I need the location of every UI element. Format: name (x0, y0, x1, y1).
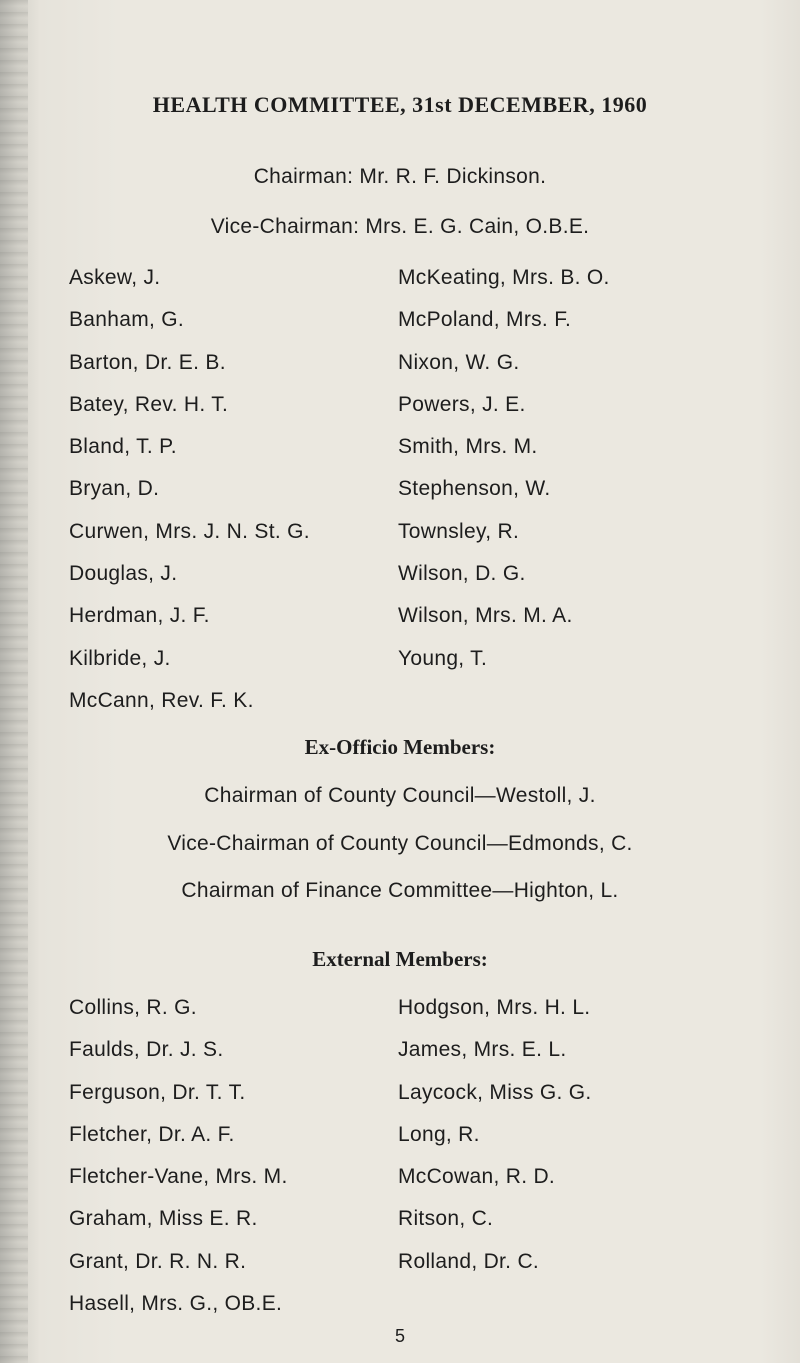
ex-officio-line: Chairman of County Council—Westoll, J. (204, 784, 596, 807)
external-member-name: Ferguson, Dr. T. T. (69, 1080, 246, 1104)
external-member-name: McCowan, R. D. (398, 1165, 556, 1189)
member-name: Bland, T. P. (69, 435, 177, 459)
member-name: Young, T. (398, 646, 488, 670)
vice-chairman-line: Vice-Chairman: Mrs. E. G. Cain, O.B.E. (210, 215, 590, 238)
page-title: HEALTH COMMITTEE, 31st DECEMBER, 1960 (152, 92, 648, 117)
member-name: Stephenson, W. (398, 477, 551, 501)
member-name: Curwen, Mrs. J. N. St. G. (69, 519, 310, 543)
external-member-name: Grant, Dr. R. N. R. (69, 1249, 247, 1273)
external-member-name: Rolland, Dr. C. (398, 1249, 540, 1273)
members-right-column (398, 257, 610, 680)
external-members-heading: External Members: (312, 947, 488, 971)
external-member-name: Collins, R. G. (69, 996, 197, 1019)
member-name: McPoland, Mrs. F. (398, 308, 572, 332)
external-member-name: Hasell, Mrs. G., OB.E. (69, 1292, 283, 1316)
member-name: Barton, Dr. E. B. (69, 350, 226, 374)
member-name: Batey, Rev. H. T. (69, 392, 229, 416)
member-name: Townsley, R. (398, 519, 520, 543)
member-name: Nixon, W. G. (398, 350, 520, 374)
chairman-line: Chairman: Mr. R. F. Dickinson. (253, 165, 547, 188)
page-number: 5 (394, 1326, 405, 1346)
external-member-name: Graham, Miss E. R. (69, 1207, 258, 1231)
external-member-name: Long, R. (398, 1122, 480, 1146)
ex-officio-line: Chairman of Finance Committee—Highton, L. (181, 879, 619, 902)
external-member-name: James, Mrs. E. L. (398, 1038, 567, 1062)
member-name: McKeating, Mrs. B. O. (398, 266, 610, 289)
member-name: Bryan, D. (69, 477, 160, 501)
member-name: Smith, Mrs. M. (398, 435, 538, 459)
member-name: Wilson, D. G. (398, 562, 526, 586)
members-left-column (69, 257, 310, 722)
external-member-name: Laycock, Miss G. G. (398, 1080, 592, 1104)
external-member-name: Hodgson, Mrs. H. L. (398, 996, 591, 1019)
member-name: McCann, Rev. F. K. (69, 688, 254, 712)
page-binding-edge (0, 0, 28, 1363)
member-name: Askew, J. (69, 266, 161, 289)
external-left-column (69, 987, 288, 1325)
member-name: Banham, G. (69, 308, 185, 332)
external-member-name: Ritson, C. (398, 1207, 494, 1231)
external-member-name: Fletcher, Dr. A. F. (69, 1122, 235, 1146)
external-right-column (398, 987, 592, 1283)
ex-officio-heading: Ex-Officio Members: (304, 735, 496, 759)
member-name: Herdman, J. F. (69, 604, 210, 628)
external-member-name: Faulds, Dr. J. S. (69, 1038, 224, 1062)
member-name: Kilbride, J. (69, 646, 171, 670)
member-name: Wilson, Mrs. M. A. (398, 604, 573, 628)
member-name: Douglas, J. (69, 562, 178, 586)
external-member-name: Fletcher-Vane, Mrs. M. (69, 1165, 288, 1189)
ex-officio-line: Vice-Chairman of County Council—Edmonds, C. (167, 832, 633, 855)
member-name: Powers, J. E. (398, 392, 526, 416)
